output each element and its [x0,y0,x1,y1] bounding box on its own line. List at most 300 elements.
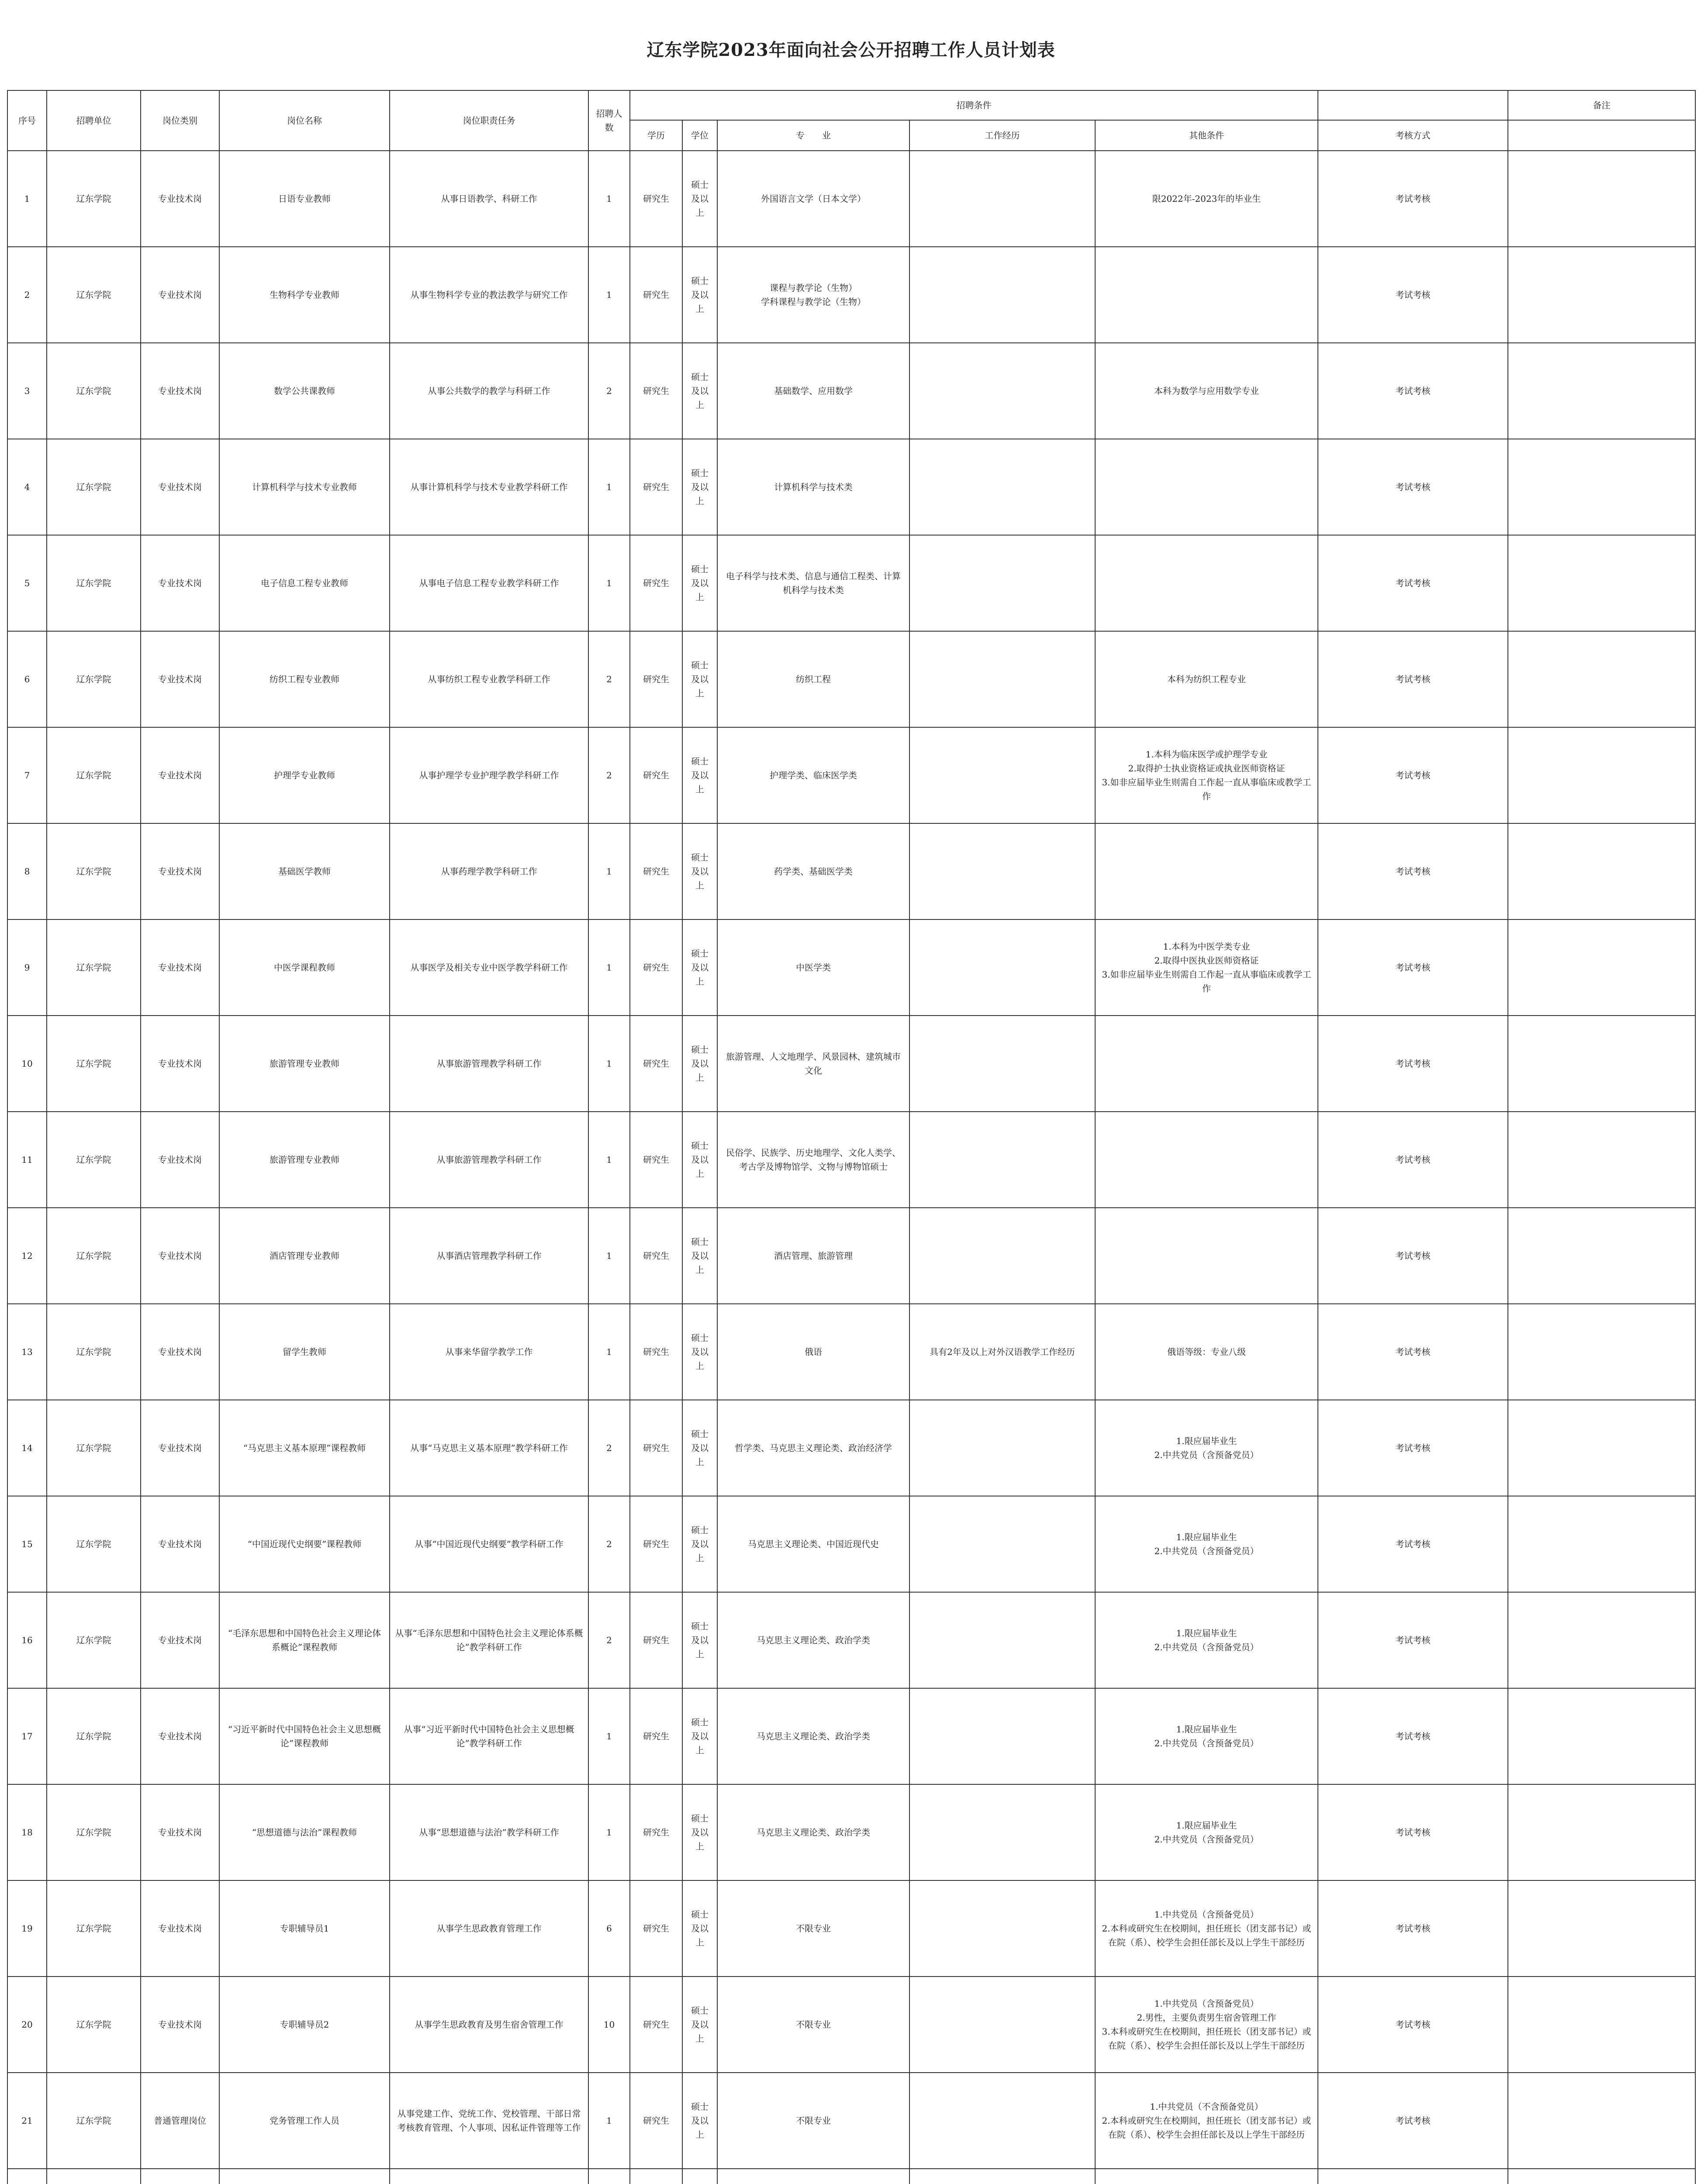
cell-seq: 21 [7,2073,47,2169]
cell-degree: 硕士及以上 [682,1496,717,1592]
header-notes-blank [1508,120,1695,151]
cell-notes [1508,1784,1695,1880]
cell-post: 旅游管理专业教师 [219,1112,390,1208]
cell-unit [47,2169,141,2184]
header-experience: 工作经历 [909,120,1095,151]
cell-category: 专业技术岗 [141,631,219,727]
cell-duties: 从事旅游管理教学科研工作 [390,1016,588,1112]
cell-exam: 考试考核 [1318,1688,1508,1784]
cell-notes [1508,1400,1695,1496]
cell-duties: 从事旅游管理教学科研工作 [390,1112,588,1208]
cell-seq: 8 [7,823,47,919]
cell-edu: 研究生 [630,1400,682,1496]
cell-degree: 硕士及以上 [682,631,717,727]
cell-experience: 具有2年及以上对外汉语教学工作经历 [909,1304,1095,1400]
cell-major: 不限专业 [717,2073,909,2169]
cell-other: 1.中共党员（不含预备党员） 2.本科或研究生在校期间，担任班长（团支部书记）或在院（系）、校学生会担任部长及以上学生干部经历 [1095,2073,1318,2169]
table-row [7,1208,1695,1304]
cell-experience [909,1977,1095,2073]
cell-other: 1.限应届毕业生 2.中共党员（含预备党员） [1095,1400,1318,1496]
cell-experience [909,1016,1095,1112]
cell-degree: 硕士及以上 [682,1208,717,1304]
cell-unit: 辽东学院 [47,535,141,631]
cell-seq: 17 [7,1688,47,1784]
cell-other: 1.本科为临床医学或护理学专业 2.取得护士执业资格证或执业医师资格证 3.如非应届毕业生则需自工作起一直从事临床或教学工作 [1095,727,1318,823]
cell-notes [1508,1977,1695,2073]
cell-edu [630,2169,682,2184]
cell-count: 1 [588,823,630,919]
cell-exam: 考试考核 [1318,1977,1508,2073]
cell-experience [909,343,1095,439]
cell-major: 护理学类、临床医学类 [717,727,909,823]
cell-notes [1508,1880,1695,1977]
cell-seq: 2 [7,247,47,343]
cell-count: 1 [588,1016,630,1112]
cell-category: 专业技术岗 [141,1977,219,2073]
cell-degree: 硕士及以上 [682,439,717,535]
cell-category: 专业技术岗 [141,1304,219,1400]
cell-category: 专业技术岗 [141,727,219,823]
cell-duties: 从事纺织工程专业教学科研工作 [390,631,588,727]
table-row [7,151,1695,247]
cell-notes [1508,151,1695,247]
cell-count: 1 [588,919,630,1016]
cell-unit: 辽东学院 [47,919,141,1016]
cell-notes [1508,1304,1695,1400]
cell-duties: 从事“毛泽东思想和中国特色社会主义理论体系概论”教学科研工作 [390,1592,588,1688]
cell-experience [909,1112,1095,1208]
header-degree: 学位 [682,120,717,151]
cell-count: 1 [588,1112,630,1208]
cell-major: 俄语 [717,1304,909,1400]
cell-major: 马克思主义理论类、政治学类 [717,1592,909,1688]
cell-exam [1318,2169,1508,2184]
cell-category: 专业技术岗 [141,151,219,247]
table-row [7,2073,1695,2169]
cell-post: 专职辅导员1 [219,1880,390,1977]
cell-category: 专业技术岗 [141,1496,219,1592]
cell-edu: 研究生 [630,1496,682,1592]
table-row [7,919,1695,1016]
cell-count: 1 [588,1784,630,1880]
cell-major: 哲学类、马克思主义理论类、政治经济学 [717,1400,909,1496]
cell-edu: 研究生 [630,1016,682,1112]
cell-category: 专业技术岗 [141,1592,219,1688]
cell-exam: 考试考核 [1318,535,1508,631]
cell-duties: 从事“马克思主义基本原理”教学科研工作 [390,1400,588,1496]
cell-major: 酒店管理、旅游管理 [717,1208,909,1304]
cell-category: 专业技术岗 [141,1880,219,1977]
header-seq: 序号 [7,90,47,151]
cell-experience [909,2169,1095,2184]
cell-notes [1508,919,1695,1016]
cell-post: 基础医学教师 [219,823,390,919]
cell-experience [909,631,1095,727]
cell-exam: 考试考核 [1318,1208,1508,1304]
table-row [7,247,1695,343]
cell-major: 中医学类 [717,919,909,1016]
cell-experience [909,823,1095,919]
cell-category: 专业技术岗 [141,1688,219,1784]
cell-other: 限2022年-2023年的毕业生 [1095,151,1318,247]
table-row [7,1304,1695,1400]
cell-other: 1.限应届毕业生 2.中共党员（含预备党员） [1095,1592,1318,1688]
cell-experience [909,1496,1095,1592]
cell-count: 1 [588,247,630,343]
cell-seq: 11 [7,1112,47,1208]
cell-degree: 硕士及以上 [682,247,717,343]
cell-post: 留学生教师 [219,1304,390,1400]
header-unit: 招聘单位 [47,90,141,151]
cell-category [141,2169,219,2184]
cell-other: 本科为纺织工程专业 [1095,631,1318,727]
cell-edu: 研究生 [630,1208,682,1304]
cell-degree: 硕士及以上 [682,919,717,1016]
cell-notes [1508,1496,1695,1592]
cell-count: 1 [588,439,630,535]
table-row [7,1016,1695,1112]
cell-seq: 18 [7,1784,47,1880]
cell-experience [909,1784,1095,1880]
cell-edu: 研究生 [630,1784,682,1880]
cell-exam: 考试考核 [1318,1112,1508,1208]
cell-seq: 10 [7,1016,47,1112]
cell-notes [1508,247,1695,343]
cell-count: 2 [588,727,630,823]
cell-count: 2 [588,1496,630,1592]
cell-unit: 辽东学院 [47,1304,141,1400]
cell-degree: 硕士及以上 [682,1784,717,1880]
cell-experience [909,919,1095,1016]
cell-experience [909,1208,1095,1304]
cell-seq: 14 [7,1400,47,1496]
cell-count: 2 [588,1592,630,1688]
cell-seq: 16 [7,1592,47,1688]
cell-exam: 考试考核 [1318,1880,1508,1977]
cell-unit: 辽东学院 [47,1977,141,2073]
cell-post: “毛泽东思想和中国特色社会主义理论体系概论”课程教师 [219,1592,390,1688]
cell-major: 不限专业 [717,1977,909,2073]
cell-category: 专业技术岗 [141,1208,219,1304]
cell-experience [909,535,1095,631]
cell-duties: 从事计算机科学与技术专业教学科研工作 [390,439,588,535]
cell-unit: 辽东学院 [47,1592,141,1688]
page-title: 辽东学院2023年面向社会公开招聘工作人员计划表 [647,39,1055,60]
header-other: 其他条件 [1095,120,1318,151]
cell-seq: 19 [7,1880,47,1977]
cell-category: 普通管理岗位 [141,2073,219,2169]
cell-experience [909,1400,1095,1496]
cell-major: 计算机科学与技术类 [717,439,909,535]
table-row [7,343,1695,439]
table-row [7,1784,1695,1880]
cell-category: 专业技术岗 [141,247,219,343]
cell-unit: 辽东学院 [47,631,141,727]
cell-exam: 考试考核 [1318,1784,1508,1880]
cell-seq: 12 [7,1208,47,1304]
cell-notes [1508,439,1695,535]
cell-notes [1508,1592,1695,1688]
cell-duties: 从事“中国近现代史纲要”教学科研工作 [390,1496,588,1592]
table-row [7,535,1695,631]
cell-notes [1508,2073,1695,2169]
cell-duties: 从事酒店管理教学科研工作 [390,1208,588,1304]
cell-duties: 从事电子信息工程专业教学科研工作 [390,535,588,631]
cell-degree: 硕士及以上 [682,151,717,247]
cell-seq: 3 [7,343,47,439]
cell-duties: 从事医学及相关专业中医学教学科研工作 [390,919,588,1016]
cell-edu: 研究生 [630,727,682,823]
cell-degree: 硕士及以上 [682,1112,717,1208]
cell-edu: 研究生 [630,1880,682,1977]
cell-duties: 从事生物科学专业的教法教学与研究工作 [390,247,588,343]
cell-unit: 辽东学院 [47,1784,141,1880]
cell-seq: 7 [7,727,47,823]
cell-edu: 研究生 [630,247,682,343]
cell-seq: 9 [7,919,47,1016]
cell-unit: 辽东学院 [47,343,141,439]
cell-unit: 辽东学院 [47,1208,141,1304]
header-conditions: 招聘条件 [630,90,1318,120]
cell-exam: 考试考核 [1318,247,1508,343]
header-row-1 [7,90,1695,120]
cell-category: 专业技术岗 [141,1784,219,1880]
cell-notes [1508,1112,1695,1208]
cell-experience [909,151,1095,247]
cell-other [1095,2169,1318,2184]
recruitment-table [7,90,1696,2184]
cell-other: 俄语等级：专业八级 [1095,1304,1318,1400]
cell-post: 计算机科学与技术专业教师 [219,439,390,535]
cell-other: 1.本科为中医学类专业 2.取得中医执业医师资格证 3.如非应届毕业生则需自工作起一直从事临床或教学工作 [1095,919,1318,1016]
cell-degree: 硕士及以上 [682,535,717,631]
table-row [7,631,1695,727]
cell-other: 本科为数学与应用数学专业 [1095,343,1318,439]
cell-major: 马克思主义理论类、政治学类 [717,1688,909,1784]
cell-exam: 考试考核 [1318,1400,1508,1496]
cell-count: 6 [588,1880,630,1977]
cell-unit: 辽东学院 [47,1112,141,1208]
cell-unit: 辽东学院 [47,1880,141,1977]
cell-post: “思想道德与法治”课程教师 [219,1784,390,1880]
table-row [7,1112,1695,1208]
cell-category: 专业技术岗 [141,343,219,439]
cell-post [219,2169,390,2184]
cell-major: 基础数学、应用数学 [717,343,909,439]
cell-edu: 研究生 [630,439,682,535]
table-row [7,727,1695,823]
cell-edu: 研究生 [630,919,682,1016]
cell-post: 纺织工程专业教师 [219,631,390,727]
cell-unit: 辽东学院 [47,439,141,535]
cell-exam: 考试考核 [1318,631,1508,727]
cell-other: 1.限应届毕业生 2.中共党员（含预备党员） [1095,1496,1318,1592]
cell-count: 2 [588,1400,630,1496]
cell-duties: 从事来华留学教学工作 [390,1304,588,1400]
cell-count: 1 [588,535,630,631]
cell-edu: 研究生 [630,2073,682,2169]
cell-post: 数学公共课教师 [219,343,390,439]
cell-duties: 从事药理学教学科研工作 [390,823,588,919]
cell-unit: 辽东学院 [47,1016,141,1112]
cell-other: 1.限应届毕业生 2.中共党员（含预备党员） [1095,1784,1318,1880]
cell-edu: 研究生 [630,343,682,439]
cell-degree: 硕士及以上 [682,1016,717,1112]
cell-count [588,2169,630,2184]
cell-other [1095,535,1318,631]
cell-notes [1508,631,1695,727]
cell-experience [909,247,1095,343]
cell-seq: 6 [7,631,47,727]
cell-degree: 硕士及以上 [682,1688,717,1784]
cell-post: 生物科学专业教师 [219,247,390,343]
cell-major: 马克思主义理论类、中国近现代史 [717,1496,909,1592]
cell-other: 1.中共党员（含预备党员） 2.本科或研究生在校期间，担任班长（团支部书记）或在院（系）、校学生会担任部长及以上学生干部经历 [1095,1880,1318,1977]
cell-degree: 硕士及以上 [682,1592,717,1688]
cell-other [1095,247,1318,343]
cell-post: “习近平新时代中国特色社会主义思想概论”课程教师 [219,1688,390,1784]
table-row [7,1977,1695,2073]
cell-other [1095,1112,1318,1208]
cell-unit: 辽东学院 [47,823,141,919]
cell-degree: 硕士及以上 [682,343,717,439]
cell-count: 1 [588,1208,630,1304]
cell-other [1095,439,1318,535]
cell-major: 课程与教学论（生物） 学科课程与教学论（生物） [717,247,909,343]
cell-exam: 考试考核 [1318,2073,1508,2169]
cell-count: 1 [588,151,630,247]
cell-category: 专业技术岗 [141,919,219,1016]
cell-unit: 辽东学院 [47,1496,141,1592]
cell-major: 药学类、基础医学类 [717,823,909,919]
cell-post: 日语专业教师 [219,151,390,247]
cell-experience [909,439,1095,535]
cell-degree: 硕士及以上 [682,727,717,823]
cell-major [717,2169,909,2184]
cell-other [1095,1016,1318,1112]
cell-experience [909,2073,1095,2169]
cell-unit: 辽东学院 [47,151,141,247]
cell-unit: 辽东学院 [47,1688,141,1784]
cell-exam: 考试考核 [1318,823,1508,919]
cell-seq: 15 [7,1496,47,1592]
cell-major: 民俗学、民族学、历史地理学、文化人类学、考古学及博物馆学、文物与博物馆硕士 [717,1112,909,1208]
cell-exam: 考试考核 [1318,1304,1508,1400]
cell-count: 1 [588,1304,630,1400]
cell-exam: 考试考核 [1318,727,1508,823]
cell-edu: 研究生 [630,535,682,631]
cell-edu: 研究生 [630,631,682,727]
header-major: 专 业 [717,120,909,151]
cell-degree: 硕士及以上 [682,1400,717,1496]
cell-duties: 从事学生思政教育及男生宿舍管理工作 [390,1977,588,2073]
header-count: 招聘人数 [588,90,630,151]
cell-degree: 硕士及以上 [682,1977,717,2073]
cell-experience [909,1880,1095,1977]
cell-exam: 考试考核 [1318,1592,1508,1688]
cell-duties: 从事学生思政教育管理工作 [390,1880,588,1977]
cell-experience [909,1688,1095,1784]
cell-post: 电子信息工程专业教师 [219,535,390,631]
header-duties: 岗位职责任务 [390,90,588,151]
table-row [7,823,1695,919]
cell-other: 1.限应届毕业生 2.中共党员（含预备党员） [1095,1688,1318,1784]
cell-edu: 研究生 [630,1592,682,1688]
cell-major: 电子科学与技术类、信息与通信工程类、计算机科学与技术类 [717,535,909,631]
cell-category: 专业技术岗 [141,535,219,631]
table-body [7,151,1695,2184]
cell-degree [682,2169,717,2184]
cell-exam: 考试考核 [1318,151,1508,247]
cell-unit: 辽东学院 [47,727,141,823]
cell-seq: 1 [7,151,47,247]
cell-major: 马克思主义理论类、政治学类 [717,1784,909,1880]
cell-count: 2 [588,631,630,727]
cell-post: “中国近现代史纲要”课程教师 [219,1496,390,1592]
cell-edu: 研究生 [630,1112,682,1208]
cell-exam: 考试考核 [1318,1016,1508,1112]
cell-notes [1508,2169,1695,2184]
table-row [7,1592,1695,1688]
cell-exam: 考试考核 [1318,919,1508,1016]
header-blank [1318,90,1508,120]
cell-exam: 考试考核 [1318,343,1508,439]
table-row [7,1400,1695,1496]
cell-degree: 硕士及以上 [682,2073,717,2169]
header-edu: 学历 [630,120,682,151]
cell-major: 纺织工程 [717,631,909,727]
cell-edu: 研究生 [630,1977,682,2073]
cell-post: “马克思主义基本原理”课程教师 [219,1400,390,1496]
cell-seq: 4 [7,439,47,535]
cell-notes [1508,1016,1695,1112]
cell-degree: 硕士及以上 [682,823,717,919]
cell-edu: 研究生 [630,1304,682,1400]
cell-count: 1 [588,2073,630,2169]
cell-experience [909,727,1095,823]
cell-edu: 研究生 [630,1688,682,1784]
table-row [7,2169,1695,2184]
cell-other [1095,1208,1318,1304]
cell-duties: 从事“思想道德与法治”教学科研工作 [390,1784,588,1880]
cell-seq: 13 [7,1304,47,1400]
cell-category: 专业技术岗 [141,1112,219,1208]
recruitment-sheet [7,7,1695,2184]
cell-other [1095,823,1318,919]
table-row [7,1688,1695,1784]
cell-category: 专业技术岗 [141,823,219,919]
cell-count: 2 [588,343,630,439]
cell-post: 酒店管理专业教师 [219,1208,390,1304]
cell-duties: 从事“习近平新时代中国特色社会主义思想概论”教学科研工作 [390,1688,588,1784]
header-post: 岗位名称 [219,90,390,151]
cell-notes [1508,535,1695,631]
cell-degree: 硕士及以上 [682,1304,717,1400]
table-row [7,439,1695,535]
cell-duties: 从事公共数学的教学与科研工作 [390,343,588,439]
cell-category: 专业技术岗 [141,1016,219,1112]
cell-unit: 辽东学院 [47,247,141,343]
cell-post: 旅游管理专业教师 [219,1016,390,1112]
cell-degree: 硕士及以上 [682,1880,717,1977]
cell-experience [909,1592,1095,1688]
cell-duties: 从事日语教学、科研工作 [390,151,588,247]
cell-notes [1508,1208,1695,1304]
cell-post: 中医学课程教师 [219,919,390,1016]
cell-major: 不限专业 [717,1880,909,1977]
header-category: 岗位类别 [141,90,219,151]
cell-duties: 从事党建工作、党统工作、党校管理、干部日常考核教育管理、个人事项、因私证件管理等工作 [390,2073,588,2169]
